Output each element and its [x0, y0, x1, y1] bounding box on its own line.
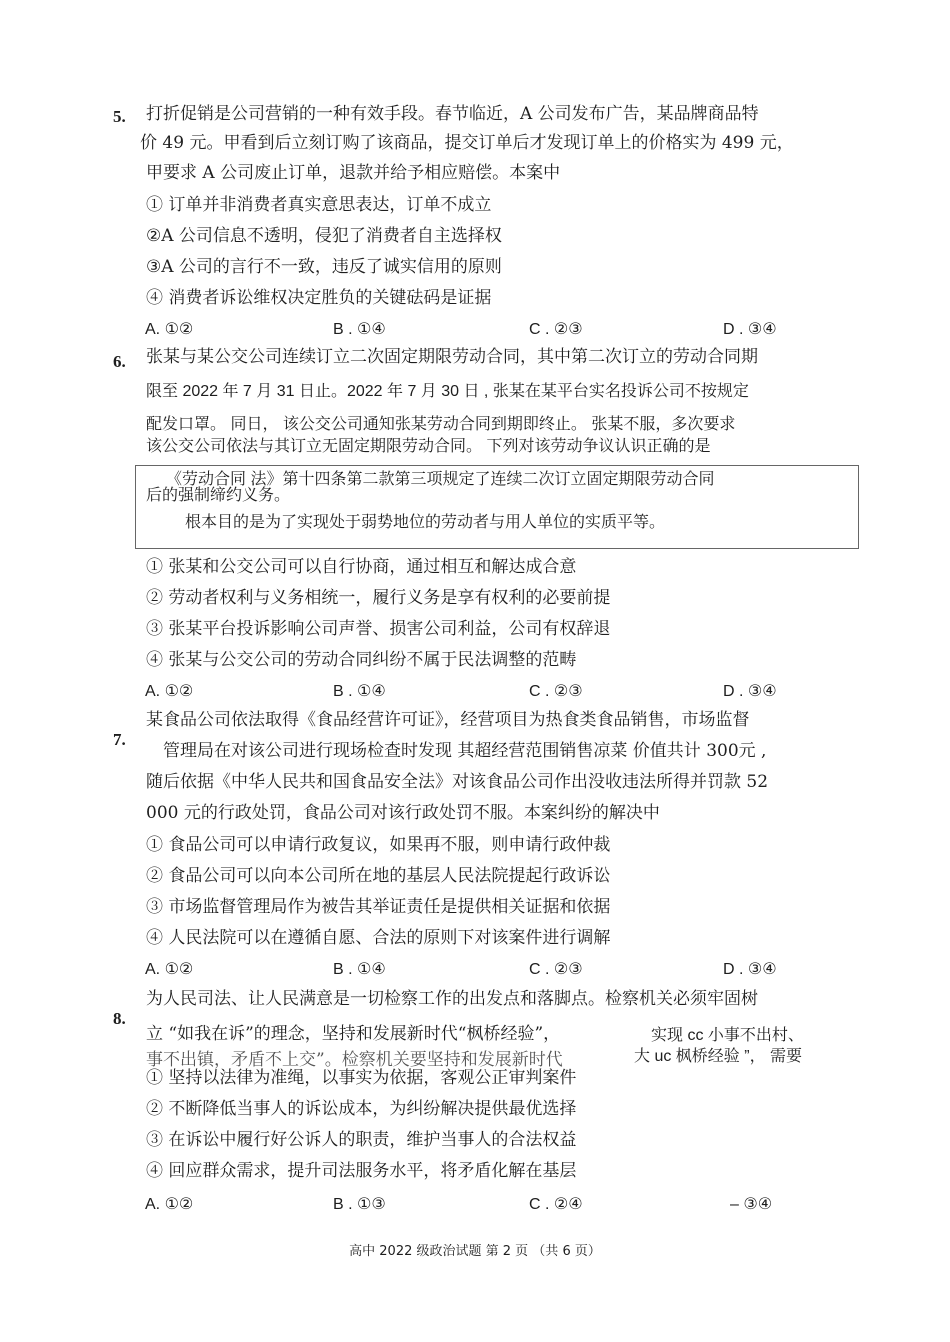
question-stem-overlay: 大 uc 枫桥经验 ”， 需要 [634, 1048, 803, 1065]
option-d[interactable]: D . ③④ [723, 321, 777, 338]
statement: ① 张某和公交公司可以自行协商，通过相互和解达成合意 [146, 557, 577, 577]
question-number: 5. [113, 107, 126, 126]
question-stem-line: 为人民司法、让人民满意是一切检察工作的出发点和落脚点。检察机关必须牢固树 [146, 989, 758, 1009]
material-line: 根本目的是为了实现处于弱势地位的劳动者与用人单位的实质平等。 [185, 514, 666, 531]
question-stem-line: 某食品公司依法取得《食品经营许可证》，经营项目为热食类食品销售，市场监督 [146, 710, 750, 730]
question-stem-line: 该公交公司依法与其订立无固定期限劳动合同。 下列对该劳动争议认识正确的是 [146, 438, 711, 455]
statement: ① 坚持以法律为准绳，以事实为依据，客观公正审判案件 [146, 1068, 577, 1088]
question-stem-line: 随后依据《中华人民共和国食品安全法》对该食品公司作出没收违法所得并罚款 52 [146, 772, 769, 792]
question-number: 7. [113, 730, 126, 749]
option-c[interactable]: C . ②③ [529, 321, 583, 338]
option-a[interactable]: A. ①② [145, 1196, 194, 1213]
page-footer: 高中 2022 级政治试题 第 2 页 （共 6 页） [349, 1244, 601, 1259]
option-c[interactable]: C . ②③ [529, 961, 583, 978]
material-line: 《劳动合同 法》第十四条第二款第三项规定了连续二次订立固定期限劳动合同 [166, 471, 715, 488]
question-stem-line: 管理局在对该公司进行现场检查时发现 其超经营范围销售凉菜 价值共计 300元 , [163, 741, 767, 761]
option-b[interactable]: B . ①④ [333, 961, 386, 978]
statement: ②A 公司信息不透明，侵犯了消费者自主选择权 [146, 226, 502, 246]
option-b[interactable]: B . ①③ [333, 1196, 386, 1213]
option-c[interactable]: C . ②③ [529, 683, 583, 700]
option-d[interactable]: D . ③④ [723, 961, 777, 978]
statement: ① 食品公司可以申请行政复议，如果再不服，则申请行政仲裁 [146, 835, 611, 855]
question-stem-line: 张某与某公交公司连续订立二次固定期限劳动合同，其中第二次订立的劳动合同期 [146, 347, 758, 367]
question-stem-line: 价 49 元。甲看到后立刻订购了该商品，提交订单后才发现订单上的价格实为 499 元， [140, 133, 794, 153]
statement: ③ 张某平台投诉影响公司声誉、损害公司利益，公司有权辞退 [146, 619, 611, 639]
option-c[interactable]: C . ②④ [529, 1196, 583, 1213]
option-a[interactable]: A. ①② [145, 683, 194, 700]
statement: ② 不断降低当事人的诉讼成本，为纠纷解决提供最优选择 [146, 1099, 577, 1119]
option-a[interactable]: A. ①② [145, 961, 194, 978]
question-stem-line: 限至 2022 年 7 月 31 日止。2022 年 7 月 30 日 , 张某在某平台实名投诉公司不按规定 [146, 383, 749, 400]
statement: ③ 在诉讼中履行好公诉人的职责，维护当事人的合法权益 [146, 1130, 577, 1150]
question-number: 8. [113, 1009, 126, 1028]
statement: ② 食品公司可以向本公司所在地的基层人民法院提起行政诉讼 [146, 866, 611, 886]
question-stem-line: 事不出镇，矛盾不上交”。检察机关要坚持和发展新时代 [146, 1050, 563, 1070]
material-line: 后的强制缔约义务。 [146, 487, 291, 504]
statement: ③ 市场监督管理局作为被告其举证责任是提供相关证据和依据 [146, 897, 611, 917]
question-number: 6. [113, 352, 126, 371]
option-a[interactable]: A. ①② [145, 321, 194, 338]
question-stem-line: 000 元的行政处罚，食品公司对该行政处罚不服。本案纠纷的解决中 [146, 803, 660, 823]
question-stem-line: 立 “如我在诉”的理念，坚持和发展新时代“枫桥经验”， [146, 1024, 561, 1044]
statement: ② 劳动者权利与义务相统一，履行义务是享有权利的必要前提 [146, 588, 611, 608]
statement: ④ 回应群众需求，提升司法服务水平，将矛盾化解在基层 [146, 1161, 577, 1181]
question-stem-overlay: 实现 cc 小事不出村、 [651, 1027, 804, 1044]
option-b[interactable]: B . ①④ [333, 683, 386, 700]
option-b[interactable]: B . ①④ [333, 321, 386, 338]
statement: ④ 张某与公交公司的劳动合同纠纷不属于民法调整的范畴 [146, 650, 577, 670]
question-stem-line: 配发口罩。 同日， 该公交公司通知张某劳动合同到期即终止。 张某不服，多次要求 [146, 416, 736, 433]
statement: ③A 公司的言行不一致，违反了诚实信用的原则 [146, 257, 502, 277]
statement: ④ 消费者诉讼维权决定胜负的关键砝码是证据 [146, 288, 492, 308]
option-d[interactable]: D . ③④ [723, 683, 777, 700]
statement: ④ 人民法院可以在遵循自愿、合法的原则下对该案件进行调解 [146, 928, 611, 948]
question-stem-line: 甲要求 A 公司废止订单，退款并给予相应赔偿。本案中 [146, 163, 561, 183]
option-d[interactable]: – ③④ [730, 1196, 773, 1213]
question-stem-line: 打折促销是公司营销的一种有效手段。春节临近，A 公司发布广告，某品牌商品特 [146, 104, 759, 124]
statement: ① 订单并非消费者真实意思表达，订单不成立 [146, 195, 492, 215]
